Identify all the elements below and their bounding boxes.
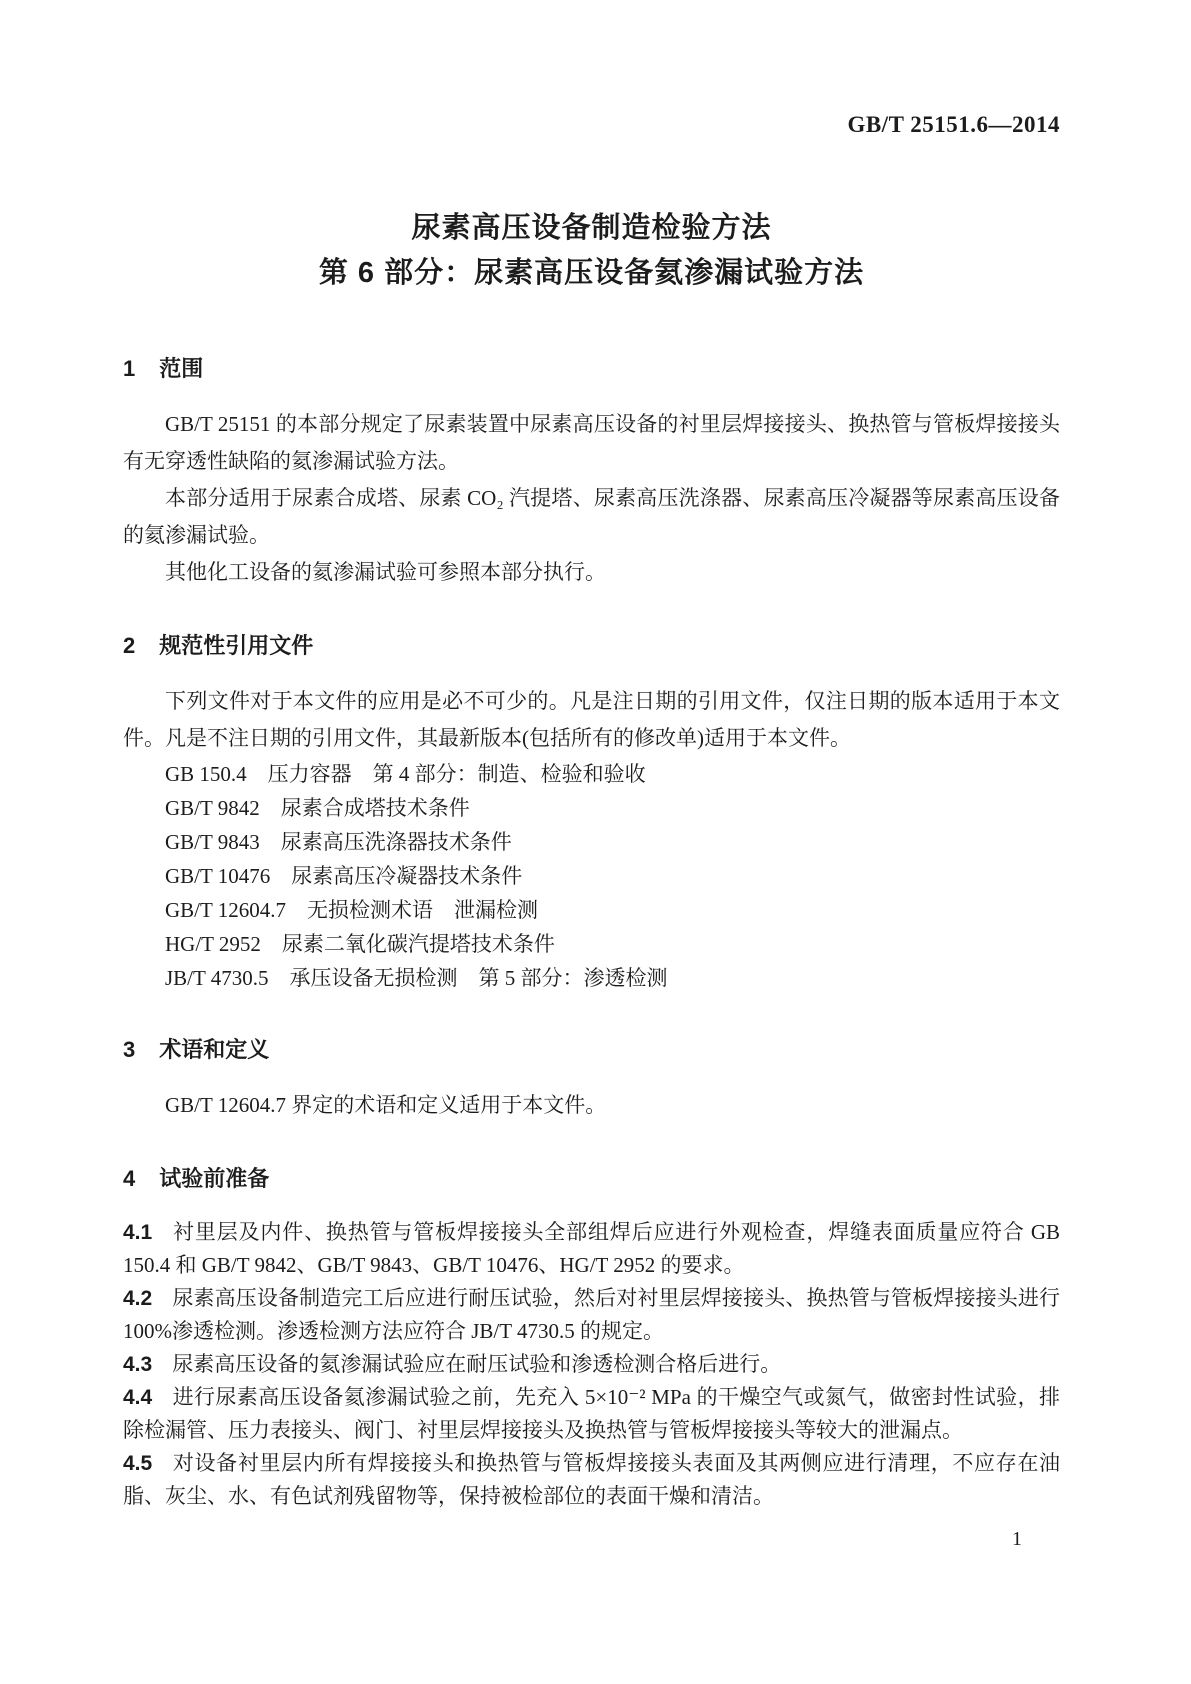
section-scope [123,356,1060,591]
clause-4-3 [123,1348,1060,1381]
clause-number: 4.5 [123,1452,153,1475]
section-terms-definitions [123,1037,1060,1124]
clause-number: 4.3 [123,1353,153,1376]
clause-text: 衬里层及内件、换热管与管板焊接接头全部组焊后应进行外观检查，焊缝表面质量应符合 GB 150.4 和 GB/T 9842、GB/T 9843、GB/T 10476、HG/T 2952 的要求。 [123,1220,1060,1277]
section-heading-terms-definitions [123,1037,1060,1063]
clause-4-1 [123,1216,1060,1282]
section-title: 试验前准备 [159,1166,270,1191]
page-number: 1 [1012,1528,1022,1550]
paragraph: GB/T 25151 的本部分规定了尿素装置中尿素高压设备的衬里层焊接接头、换热管与管板焊接接头有无穿透性缺陷的氦渗漏试验方法。 [123,412,1060,473]
paragraph: GB/T 12604.7 界定的术语和定义适用于本文件。 [165,1093,607,1117]
section-title: 规范性引用文件 [159,633,314,658]
section-title: 范围 [159,356,204,381]
clause-text: 尿素高压设备的氦渗漏试验应在耐压试验和渗透检测合格后进行。 [172,1352,782,1376]
clause-4-5 [123,1447,1060,1513]
clause-text: 对设备衬里层内所有焊接接头和换热管与管板焊接接头表面及其两侧应进行清理，不应存在油脂、灰尘、水、有色试剂残留物等，保持被检部位的表面干燥和清洁。 [123,1451,1060,1508]
section-heading-normative-references [123,633,1060,659]
section-heading-scope [123,356,1060,382]
title-line-1: 尿素高压设备制造检验方法 [411,212,772,244]
clause-4-2 [123,1282,1060,1348]
paragraph: 下列文件对于本文件的应用是必不可少的。凡是注日期的引用文件，仅注日期的版本适用于本文件。凡是不注日期的引用文件，其最新版本(包括所有的修改单)适用于本文件。 [123,689,1060,750]
section-number: 3 [123,1037,136,1062]
document-body [123,356,1060,1513]
section-number: 1 [123,356,136,381]
section-number: 4 [123,1166,136,1191]
clause-text: 进行尿素高压设备氦渗漏试验之前，先充入 5×10⁻² MPa 的干燥空气或氮气，做密封性试验，排除检漏管、压力表接头、阀门、衬里层焊接接头及换热管与管板焊接接头等较大的泄漏点。 [123,1385,1060,1442]
clause-4-4 [123,1381,1060,1447]
reference-item: JB/T 4730.5 承压设备无损检测 第 5 部分：渗透检测 [165,966,668,990]
section-heading-pre-test-preparation [123,1166,1060,1192]
section-pre-test-preparation [123,1166,1060,1513]
section-title: 术语和定义 [159,1037,270,1062]
section-normative-references [123,633,1060,995]
reference-item: GB/T 10476 尿素高压冷凝器技术条件 [165,864,523,888]
document-title [123,206,1060,296]
clause-number: 4.1 [123,1221,153,1244]
reference-item: GB/T 12604.7 无损检测术语 泄漏检测 [165,898,538,922]
reference-item: GB/T 9843 尿素高压洗涤器技术条件 [165,830,512,854]
reference-item: GB 150.4 压力容器 第 4 部分：制造、检验和验收 [165,762,646,786]
paragraph: 本部分适用于尿素合成塔、尿素 CO₂ 汽提塔、尿素高压洗涤器、尿素高压冷凝器等尿素高压设备的氦渗漏试验。 [123,486,1060,547]
standard-code: GB/T 25151.6—2014 [847,112,1060,137]
clause-number: 4.2 [123,1287,153,1310]
reference-item: HG/T 2952 尿素二氧化碳汽提塔技术条件 [165,932,555,956]
section-number: 2 [123,633,136,658]
title-line-2: 第 6 部分：尿素高压设备氦渗漏试验方法 [318,257,865,289]
reference-item: GB/T 9842 尿素合成塔技术条件 [165,796,470,820]
paragraph: 其他化工设备的氦渗漏试验可参照本部分执行。 [165,560,606,584]
clause-number: 4.4 [123,1386,153,1409]
clause-text: 尿素高压设备制造完工后应进行耐压试验，然后对衬里层焊接接头、换热管与管板焊接接头进行 100%渗透检测。渗透检测方法应符合 JB/T 4730.5 的规定。 [123,1286,1060,1343]
